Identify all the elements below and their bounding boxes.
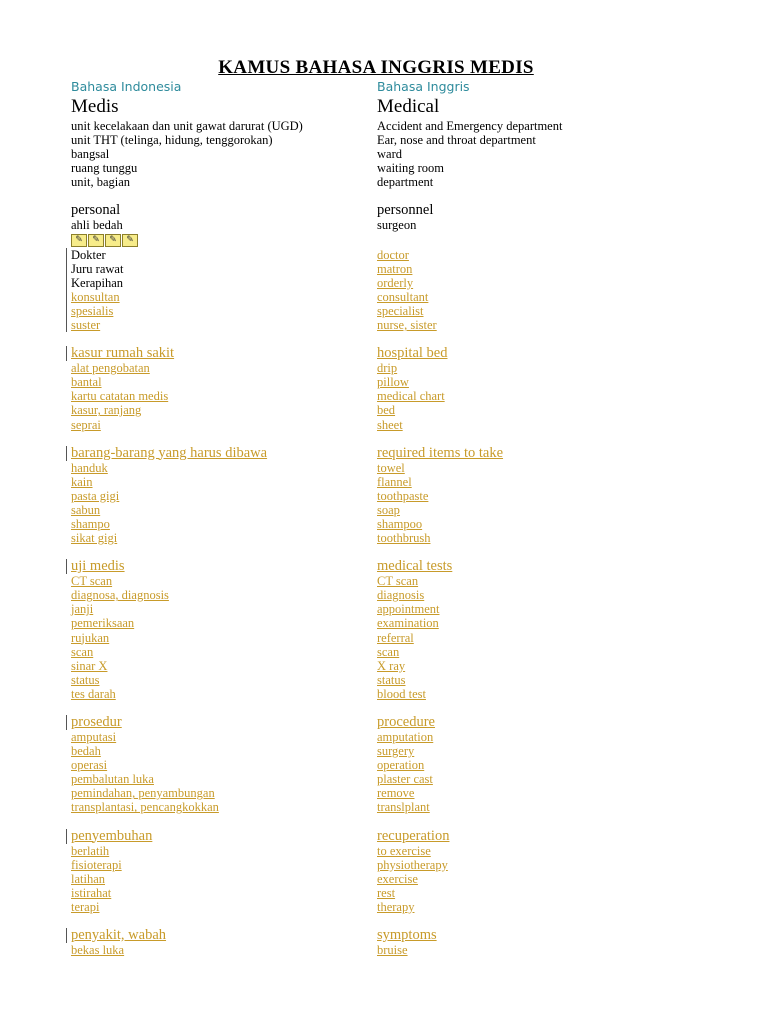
term-link[interactable]: referral bbox=[377, 630, 414, 645]
term-link[interactable]: towel bbox=[377, 460, 405, 475]
term-link[interactable]: flannel bbox=[377, 474, 412, 489]
icon-toolbar bbox=[71, 234, 371, 248]
term-link[interactable]: suster bbox=[71, 318, 371, 332]
subsection-title: personal bbox=[71, 202, 121, 219]
edit-icon: ✎ bbox=[88, 234, 104, 247]
term-link[interactable]: bed bbox=[377, 403, 396, 418]
term-link[interactable]: handuk bbox=[71, 460, 108, 475]
term-link[interactable]: pillow bbox=[377, 375, 409, 390]
term: bangsal bbox=[71, 147, 110, 162]
term-link[interactable]: transplantasi, pencangkokkan bbox=[71, 800, 219, 815]
term-link[interactable]: rest bbox=[377, 885, 396, 900]
term-link[interactable]: konsultan bbox=[71, 290, 371, 304]
term-link[interactable]: appointment bbox=[377, 602, 440, 617]
term-link[interactable]: bantal bbox=[71, 375, 102, 390]
term-link[interactable]: operasi bbox=[71, 758, 108, 773]
term-link[interactable]: sinar X bbox=[71, 658, 108, 673]
term: unit THT (telinga, hidung, tenggorokan) bbox=[71, 133, 273, 148]
term-link[interactable]: bruise bbox=[377, 943, 408, 958]
term-link[interactable]: kasur, ranjang bbox=[71, 403, 142, 418]
term-link[interactable]: istirahat bbox=[71, 885, 112, 900]
term-link[interactable]: bekas luka bbox=[71, 943, 125, 958]
term-link[interactable]: shampoo bbox=[377, 516, 423, 531]
term-link[interactable]: fisioterapi bbox=[71, 857, 122, 872]
term-link[interactable]: bedah bbox=[71, 744, 101, 759]
section-title-link[interactable]: required items to take bbox=[377, 444, 504, 461]
term-link[interactable]: alat pengobatan bbox=[71, 361, 150, 376]
term-link[interactable]: CT scan bbox=[71, 574, 113, 589]
term-link[interactable]: status bbox=[71, 672, 100, 687]
term-link[interactable]: scan bbox=[377, 644, 400, 659]
english-column bbox=[377, 79, 737, 957]
section-title-link[interactable]: symptoms bbox=[377, 927, 437, 944]
term: ruang tunggu bbox=[71, 161, 138, 176]
section-title-link[interactable]: hospital bed bbox=[377, 345, 448, 362]
term-link[interactable]: remove bbox=[377, 786, 415, 801]
term-link[interactable]: diagnosa, diagnosis bbox=[71, 588, 169, 603]
term-link[interactable]: orderly bbox=[377, 275, 414, 290]
term-link[interactable]: amputation bbox=[377, 730, 434, 744]
term-link[interactable]: pasta gigi bbox=[71, 488, 120, 503]
term-link[interactable]: rujukan bbox=[71, 630, 110, 645]
term-link[interactable]: examination bbox=[377, 616, 439, 631]
term-link[interactable]: kain bbox=[71, 474, 93, 489]
term-link[interactable]: surgery bbox=[377, 744, 415, 759]
term-link[interactable]: operation bbox=[377, 758, 425, 773]
language-label: Bahasa Indonesia bbox=[71, 79, 182, 94]
section-title-link[interactable]: kasur rumah sakit bbox=[71, 346, 371, 361]
term: unit, bagian bbox=[71, 175, 131, 190]
edit-icon: ✎ bbox=[71, 234, 87, 247]
term-link[interactable]: consultant bbox=[377, 289, 429, 304]
term: Ear, nose and throat department bbox=[377, 133, 536, 148]
term-link[interactable]: shampo bbox=[71, 516, 110, 531]
term-link[interactable]: berlatih bbox=[71, 843, 110, 858]
term-link[interactable]: spesialis bbox=[71, 304, 371, 318]
term: ward bbox=[377, 147, 402, 162]
term-link[interactable]: diagnosis bbox=[377, 588, 425, 603]
term-link[interactable]: sikat gigi bbox=[71, 531, 118, 546]
term-link[interactable]: physiotherapy bbox=[377, 857, 448, 872]
term: surgeon bbox=[377, 218, 417, 233]
term-link[interactable]: exercise bbox=[377, 871, 418, 886]
term-link[interactable]: pemeriksaan bbox=[71, 616, 135, 631]
term-link[interactable]: nurse, sister bbox=[377, 318, 437, 333]
section-title-link[interactable]: recuperation bbox=[377, 827, 450, 844]
term-link[interactable]: medical chart bbox=[377, 389, 445, 404]
term-link[interactable]: toothpaste bbox=[377, 488, 429, 503]
term-link[interactable]: seprai bbox=[71, 417, 101, 432]
term-link[interactable]: plaster cast bbox=[377, 772, 433, 787]
term-link[interactable]: janji bbox=[71, 602, 94, 617]
term: Kerapihan bbox=[71, 276, 371, 290]
term-link[interactable]: sheet bbox=[377, 417, 403, 432]
term-link[interactable]: therapy bbox=[377, 899, 415, 914]
section-title-link[interactable]: penyakit, wabah bbox=[71, 928, 371, 943]
term-link[interactable]: pemindahan, penyambungan bbox=[71, 786, 215, 801]
term-link[interactable]: status bbox=[377, 672, 406, 687]
term-link[interactable]: to exercise bbox=[377, 843, 431, 858]
term-link[interactable]: specialist bbox=[377, 303, 424, 318]
term-link[interactable]: latihan bbox=[71, 871, 106, 886]
term: Accident and Emergency department bbox=[377, 119, 563, 133]
section-title-link[interactable]: penyembuhan bbox=[71, 829, 371, 844]
term-link[interactable]: scan bbox=[71, 644, 94, 659]
section-title-link[interactable]: prosedur bbox=[71, 715, 371, 730]
section-title-link[interactable]: barang-barang yang harus dibawa bbox=[71, 446, 371, 461]
edit-icon: ✎ bbox=[105, 234, 121, 247]
page-title: KAMUS BAHASA INGGRIS MEDIS bbox=[218, 57, 534, 78]
term-link[interactable]: terapi bbox=[71, 899, 100, 914]
term-link[interactable]: tes darah bbox=[71, 686, 116, 701]
section-title-link[interactable]: procedure bbox=[377, 714, 435, 730]
term-link[interactable]: CT scan bbox=[377, 574, 419, 589]
term-link[interactable]: blood test bbox=[377, 686, 426, 701]
section-title-link[interactable]: medical tests bbox=[377, 558, 453, 575]
term: waiting room bbox=[377, 161, 445, 176]
term: unit kecelakaan dan unit gawat darurat (UGD) bbox=[71, 119, 303, 133]
term-link[interactable]: X ray bbox=[377, 658, 406, 673]
term-link[interactable]: matron bbox=[377, 261, 413, 276]
term-link[interactable]: drip bbox=[377, 361, 398, 376]
term-link[interactable]: pembalutan luka bbox=[71, 772, 154, 787]
term-link[interactable]: doctor bbox=[377, 247, 409, 262]
indonesian-column bbox=[71, 79, 371, 957]
term: Dokter bbox=[71, 248, 371, 262]
term-link[interactable]: sabun bbox=[71, 502, 101, 517]
term: ahli bedah bbox=[71, 218, 123, 233]
term-link[interactable]: toothbrush bbox=[377, 531, 431, 546]
edit-icon: ✎ bbox=[122, 234, 138, 247]
section-heading: Medical bbox=[377, 96, 440, 117]
term: department bbox=[377, 175, 434, 190]
term: Juru rawat bbox=[71, 262, 371, 276]
section-title-link[interactable]: uji medis bbox=[71, 559, 371, 574]
term-link[interactable]: translplant bbox=[377, 800, 430, 815]
term-link[interactable]: kartu catatan medis bbox=[71, 389, 169, 404]
term-link[interactable]: soap bbox=[377, 502, 400, 517]
subsection-title: personnel bbox=[377, 202, 434, 219]
language-label: Bahasa Inggris bbox=[377, 79, 470, 94]
section-heading: Medis bbox=[71, 96, 119, 117]
term-link[interactable]: amputasi bbox=[71, 730, 117, 744]
